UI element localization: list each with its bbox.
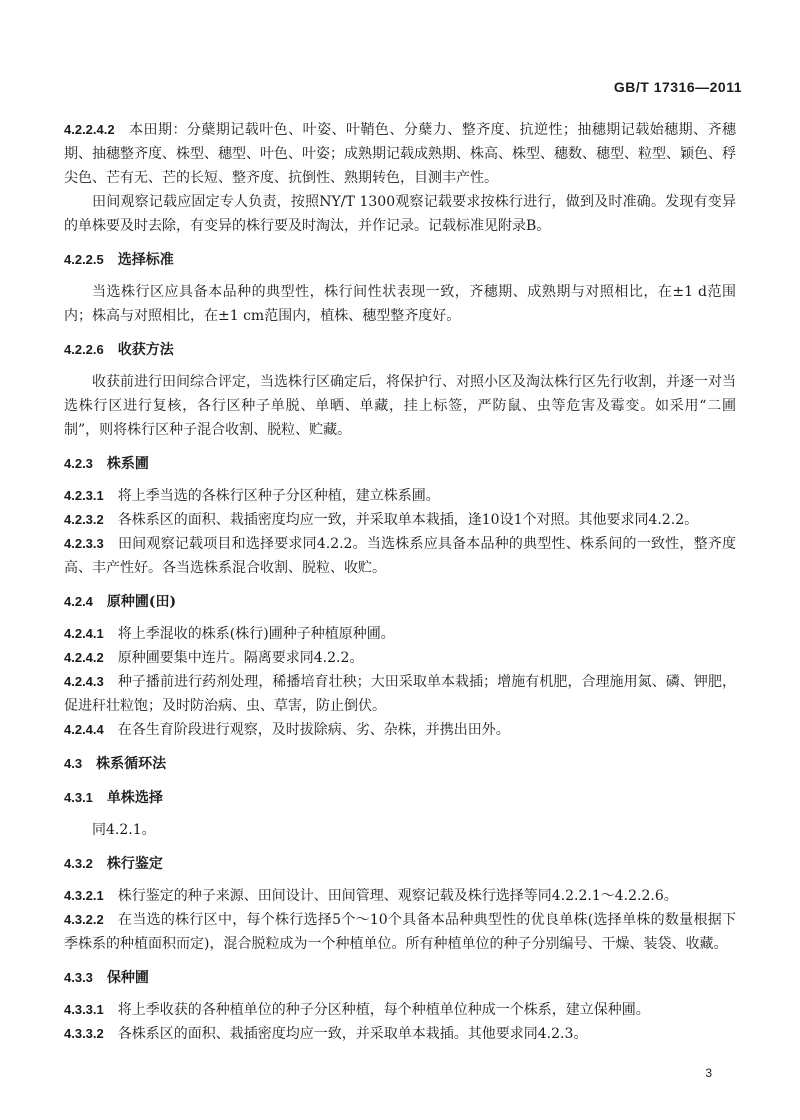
heading-number: 4.3 (64, 756, 83, 771)
paragraph (64, 370, 736, 442)
clause-4-2-3-1 (64, 484, 736, 508)
clause-text: 在当选的株行区中，每个株行选择5个～10个具备本品种典型性的优良单株(选择单株的数量根据下季株系的种植面积而定)，混合脱粒成为一个种植单位。所有种植单位的种子分别编号、干燥、装袋、收藏。 (64, 912, 736, 952)
heading-title: 原种圃(田) (106, 594, 177, 610)
clause-4-3-2-2 (64, 908, 736, 956)
heading-4-3-3 (64, 966, 736, 990)
clause-number: 4.2.3.1 (64, 488, 104, 503)
clause-4-2-2-4-2 (64, 118, 736, 190)
paragraph-text: 田间观察记载应固定专人负责，按照NY/T 1300观察记载要求按株行进行，做到及时准确。发现有变异的单株要及时去除，有变异的株行要及时淘汰，并作记录。记载标准见附录B。 (64, 194, 736, 234)
heading-number: 4.3.2 (64, 856, 93, 871)
clause-4-2-4-4 (64, 718, 736, 742)
clause-number: 4.2.3.2 (64, 512, 104, 527)
heading-number: 4.3.3 (64, 970, 93, 985)
heading-number: 4.2.2.5 (64, 252, 104, 267)
heading-title: 株系圃 (106, 456, 149, 472)
clause-text: 田间观察记载项目和选择要求同4.2.2。当选株系应具备本品种的典型性、株系间的一致性，整齐度高、丰产性好。各当选株系混合收割、脱粒、收贮。 (64, 536, 736, 576)
document-body (64, 118, 736, 1046)
paragraph-text: 收获前进行田间综合评定，当选株行区确定后，将保护行、对照小区及淘汰株行区先行收割，并逐一对当选株行区进行复核，各行区种子单脱、单晒、单藏，挂上标签，严防鼠、虫等危害及霉变。如采用“二圃制”，则将株行区种子混合收割、脱粒、贮藏。 (64, 374, 736, 438)
clause-number: 4.2.4.4 (64, 722, 104, 737)
clause-4-2-3-2 (64, 508, 736, 532)
clause-number: 4.2.4.2 (64, 650, 104, 665)
heading-4-3 (64, 752, 736, 776)
clause-number: 4.3.3.1 (64, 1002, 104, 1017)
heading-title: 株行鉴定 (106, 856, 163, 872)
heading-4-3-1 (64, 786, 736, 810)
paragraph (64, 190, 736, 238)
clause-text: 将上季混收的株系(株行)圃种子种植原种圃。 (117, 626, 395, 642)
clause-text: 本田期：分蘖期记载叶色、叶姿、叶鞘色、分蘖力、整齐度、抗逆性；抽穗期记载始穗期、齐穗期、抽穗整齐度、株型、穗型、叶色、叶姿；成熟期记载成熟期、株高、株型、穗数、穗型、粒型、颖色、稃尖色、芒有无、芒的长短、整齐度、抗倒性、熟期转色，目测丰产性。 (64, 122, 736, 186)
standard-number: GB/T 17316—2011 (613, 79, 742, 95)
heading-4-2-3 (64, 452, 736, 476)
heading-title: 株系循环法 (96, 756, 167, 772)
clause-number: 4.2.4.1 (64, 626, 104, 641)
clause-text: 原种圃要集中连片。隔离要求同4.2.2。 (117, 650, 364, 666)
clause-number: 4.2.2.4.2 (64, 122, 115, 137)
clause-text: 各株系区的面积、栽插密度均应一致，并采取单本栽插。其他要求同4.2.3。 (117, 1026, 588, 1042)
clause-4-2-4-3 (64, 670, 736, 718)
paragraph-text: 同4.2.1。 (92, 822, 156, 838)
clause-4-2-3-3 (64, 532, 736, 580)
clause-4-2-4-2 (64, 646, 736, 670)
clause-4-3-2-1 (64, 884, 736, 908)
heading-title: 保种圃 (106, 970, 149, 986)
clause-4-3-3-1 (64, 998, 736, 1022)
heading-4-2-2-6 (64, 338, 736, 362)
clause-text: 各株系区的面积、栽插密度均应一致，并采取单本栽插，逢10设1个对照。其他要求同4.2.2。 (117, 512, 699, 528)
heading-number: 4.2.2.6 (64, 342, 104, 357)
clause-4-2-4-1 (64, 622, 736, 646)
clause-text: 将上季当选的各株行区种子分区种植，建立株系圃。 (117, 488, 440, 504)
clause-text: 将上季收获的各种植单位的种子分区种植，每个种植单位种成一个株系，建立保种圃。 (117, 1002, 650, 1018)
clause-number: 4.3.2.1 (64, 888, 104, 903)
heading-4-2-4 (64, 590, 736, 614)
clause-number: 4.2.3.3 (64, 536, 104, 551)
heading-number: 4.3.1 (64, 790, 93, 805)
clause-text: 在各生育阶段进行观察，及时拔除病、劣、杂株，并携出田外。 (117, 722, 510, 738)
clause-text: 株行鉴定的种子来源、田间设计、田间管理、观察记载及株行选择等同4.2.2.1～4.2.2.6。 (117, 888, 678, 904)
heading-4-2-2-5 (64, 248, 736, 272)
heading-title: 单株选择 (106, 790, 163, 806)
clause-text: 种子播前进行药剂处理，稀播培育壮秧；大田采取单本栽插；增施有机肥，合理施用氮、磷、钾肥，促进秆壮粒饱；及时防治病、虫、草害，防止倒伏。 (64, 674, 736, 714)
clause-number: 4.3.2.2 (64, 912, 104, 927)
heading-number: 4.2.4 (64, 594, 93, 609)
clause-4-3-3-2 (64, 1022, 736, 1046)
heading-4-3-2 (64, 852, 736, 876)
heading-title: 收获方法 (117, 342, 174, 358)
paragraph (64, 280, 736, 328)
clause-number: 4.2.4.3 (64, 674, 104, 689)
paragraph-text: 当选株行区应具备本品种的典型性，株行间性状表现一致，齐穗期、成熟期与对照相比，在±1 d范围内；株高与对照相比，在±1 cm范围内，植株、穗型整齐度好。 (64, 284, 736, 324)
heading-title: 选择标准 (117, 252, 174, 268)
heading-number: 4.2.3 (64, 456, 93, 471)
clause-number: 4.3.3.2 (64, 1026, 104, 1041)
paragraph (64, 818, 736, 842)
page-number: 3 (705, 1066, 712, 1080)
